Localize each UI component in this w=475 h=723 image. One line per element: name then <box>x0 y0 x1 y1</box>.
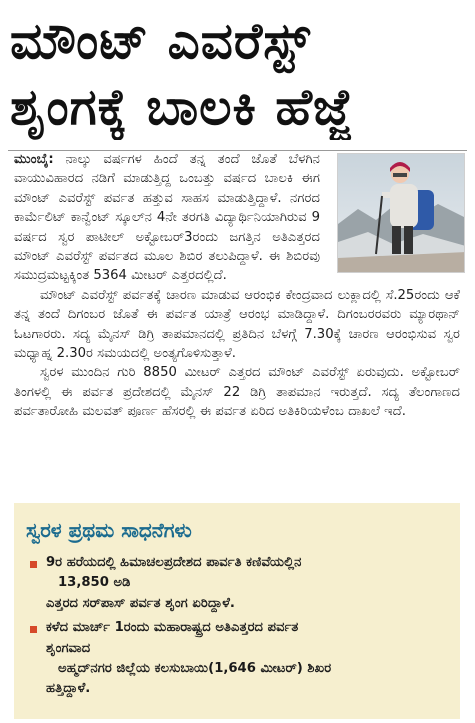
achievement-item-1 <box>26 553 448 614</box>
bullet-icon <box>30 561 37 568</box>
article-paragraph-2: ಮೌಂಟ್ ಎವರೆಸ್ಟ್ ಪರ್ವತಕ್ಕೆ ಚಾರಣ ಮಾಡುವ ಆರಂಭಿಕ ಕೇಂದ್ರವಾದ ಲುಕ್ಲಾದಲ್ಲಿ ಸೆ.25ರಂದು ಆಕೆ ತನ್ನ ತಂದೆ ದಿಗಂಬರ ಜೊತೆ ಈ ಪರ್ವತ ಯಾತ್ರೆ ಆರಂಭ ಮಾಡಿದ್ದಾಳೆ. ದಿಗಂಬರರವರು ಮ್ಯಾರಥಾನ್ ಓಟಗಾರರು. ಸದ್ಯ ಮೈನಸ್ ಡಿಗ್ರಿ ತಾಪಮಾನದಲ್ಲಿ ಪ್ರತಿದಿನ ಬೆಳಗ್ಗೆ 7.30ಕ್ಕೆ ಚಾರಣ ಆರಂಭಿಸುವ ಸ್ವರ ಮಧ್ಯಾಹ್ನ 2.30ರ ಸಮಯದಲ್ಲಿ ಅಂತ್ಯಗೊಳಿಸುತ್ತಾಳೆ. <box>14 287 460 362</box>
dateline: ಮುಂಬೈ: <box>14 152 54 167</box>
achievement-1-line-3: ಎತ್ತರದ ಸರ್‌ಪಾಸ್ ಪರ್ವತ ಶೃಂಗ ಏರಿದ್ದಾಳೆ. <box>46 595 235 611</box>
paragraph-1-text: ನಾಲ್ಕು ವರ್ಷಗಳ ಹಿಂದೆ ತನ್ನ ತಂದೆ ಜೊತೆ ಬೆಳಗಿನ ವಾಯುವಿಹಾರದ ನಡಿಗೆ ಮಾಡುತ್ತಿದ್ದ ಒಂಬತ್ತು ವರ್ಷದ ಬಾಲಕಿ ಈಗ ಮೌಂಟ್ ಎವರೆಸ್ಟ್ ಪರ್ವತ ಹತ್ತುವ ಸಾಹಸ ಮಾಡುತ್ತಿದ್ದಾಳೆ. ನಗರದ ಕಾರ್ಮೆಲಿಟ್ ಕಾನ್ವೆಂಟ್ ಸ್ಕೂಲ್‌ನ 4ನೇ ತರಗತಿ ವಿದ್ಯಾರ್ಥಿನಿಯಾಗಿರುವ 9 ವರ್ಷದ ಸ್ವರ ಪಾಟೀಲ್ ಅಕ್ಟೋಬರ್3ರಂದು ಜಗತ್ತಿನ ಅತಿಎತ್ತರದ ಮೌಂಟ್ ಎವರೆಸ್ಟ್ ಪರ್ವತದ ಮೂಲ ಶಿಬಿರ ತಲುಪಿದ್ದಾಳೆ. ಈ ಶಿಬಿರವು ಸಮುದ್ರಮಟ್ಟಕ್ಕಿಂತ 5364 ಮೀಟರ್ ಎತ್ತರದಲ್ಲಿದೆ. <box>14 152 320 284</box>
achievement-1-line-2: 13,850 ಅಡಿ <box>58 575 131 591</box>
article-body <box>14 150 460 422</box>
headline-line-2: ಶೃಂಗಕ್ಕೆ ಬಾಲಕಿ ಹೆಜ್ಜೆ <box>10 78 353 136</box>
achievements-title: ಸ್ವರಳ ಪ್ರಥಮ ಸಾಧನೆಗಳು <box>26 518 192 542</box>
article-paragraph-3: ಸ್ವರಳ ಮುಂದಿನ ಗುರಿ 8850 ಮೀಟರ್ ಎತ್ತರದ ಮೌಂಟ್ ಎವರೆಸ್ಟ್ ಏರುವುದು. ಅಕ್ಟೋಬರ್ ತಿಂಗಳಲ್ಲಿ ಈ ಪರ್ವತ ಪ್ರದೇಶದಲ್ಲಿ ಮೈನಸ್ 22 ಡಿಗ್ರಿ ತಾಪಮಾನ ಇರುತ್ತದೆ. ಸದ್ಯ ತೆಲಂಗಾಣದ ಪರ್ವತಾರೋಹಿ ಮಲವತ್ ಪೂರ್ಣ ಹೆಸರಲ್ಲಿ ಈ ಪರ್ವತ ಏರಿದ ಅತಿಕಿರಿಯಳೆಂಬ ದಾಖಲೆ ಇದೆ. <box>14 365 460 420</box>
achievement-2-line-2: ಶೃಂಗವಾದ <box>46 640 91 656</box>
headline-line-1: ಮೌಂಟ್ ಎವರೆಸ್ಟ್ <box>10 12 311 70</box>
headline <box>0 0 475 148</box>
achievement-2-line-3: ಅಹ್ಮದ್‌ನಗರ ಜಿಲ್ಲೆಯ ಕಲಸುಬಾಯಿ(1,646 ಮೀಟರ್) ಶಿಖರ <box>58 661 332 677</box>
achievement-2-line-1: ಕಳೆದ ಮಾರ್ಚ್ 1ರಂದು ಮಹಾರಾಷ್ಟ್ರದ ಅತಿಎತ್ತರದ ಪರ್ವತ <box>46 620 299 636</box>
bullet-icon <box>30 626 37 633</box>
achievements-box <box>14 503 460 719</box>
photo-spacer <box>326 152 460 274</box>
achievement-2-line-4: ಹತ್ತಿದ್ದಾಳೆ. <box>46 681 91 697</box>
achievement-1-line-1: 9ರ ಹರೆಯದಲ್ಲಿ ಹಿಮಾಚಲಪ್ರದೇಶದ ಪಾರ್ವತಿ ಕಣಿವೆಯಲ್ಲಿನ <box>46 555 302 570</box>
achievement-item-2 <box>26 618 448 700</box>
